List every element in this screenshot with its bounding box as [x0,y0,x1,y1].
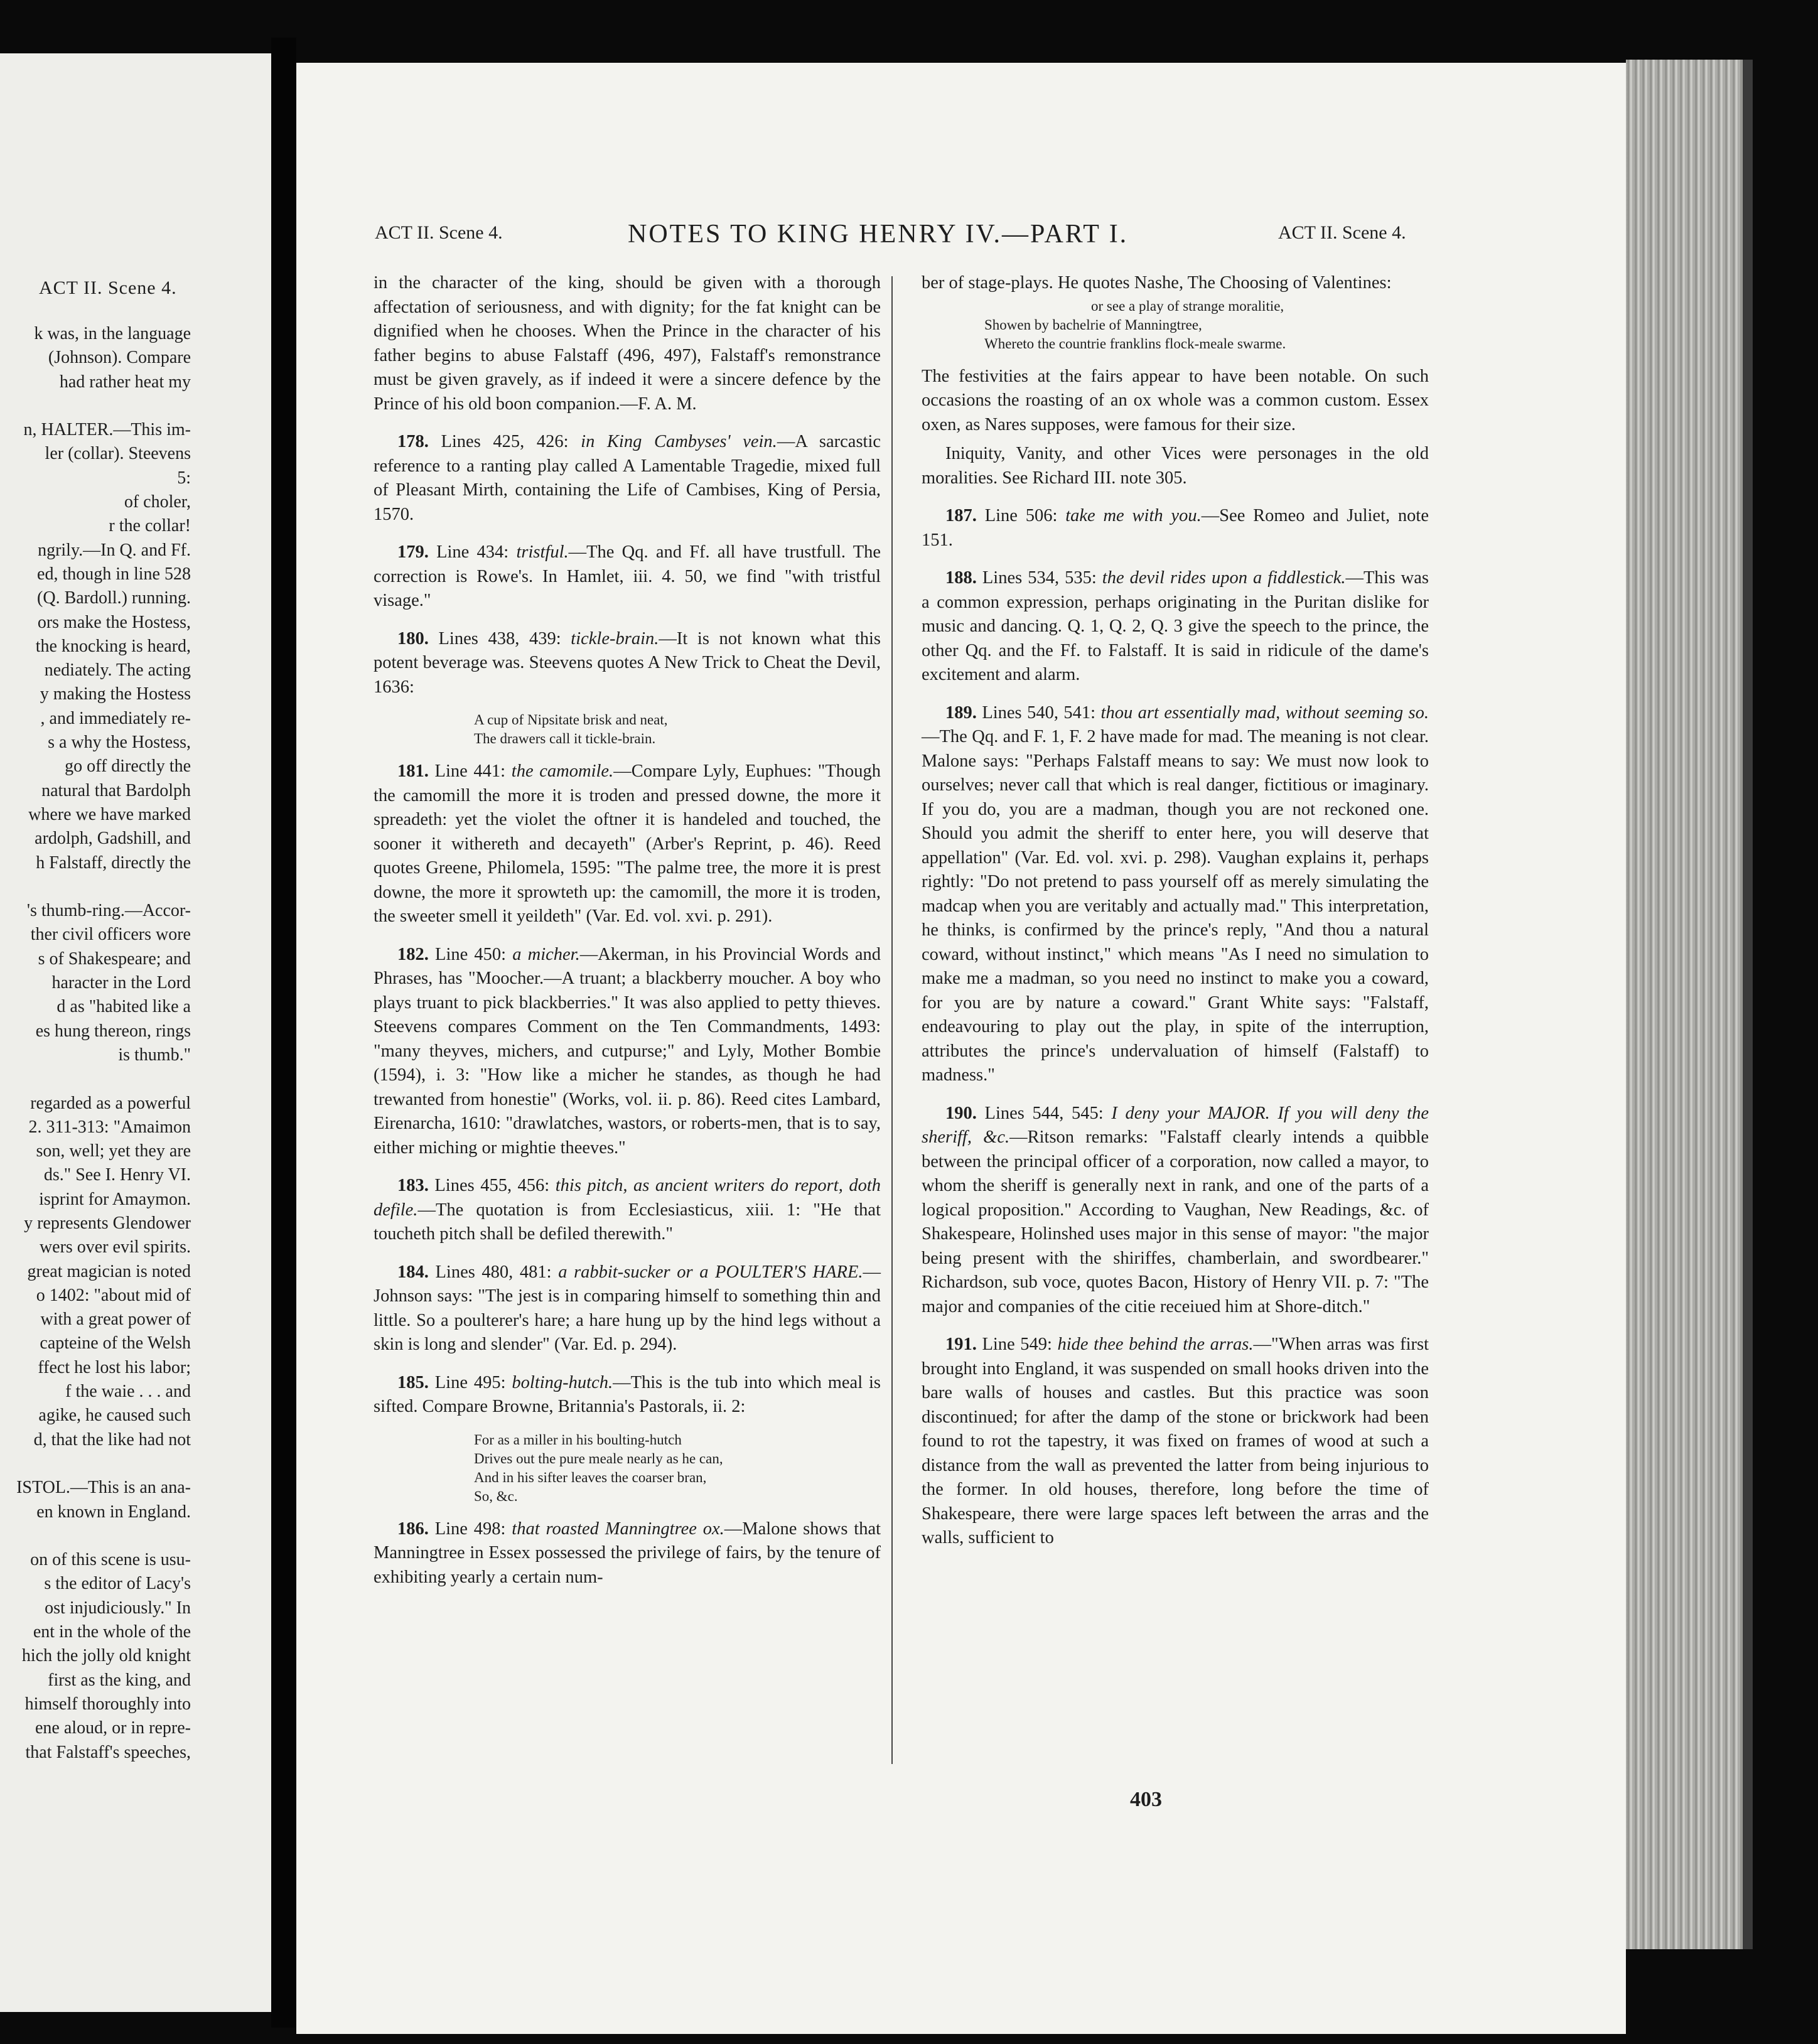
left-page-text [0,322,191,1765]
running-header-right: ACT II. Scene 4. [1278,222,1406,243]
left-page-line: s the editor of Lacy's [44,1574,191,1594]
left-page-line: agike, he caused such [38,1406,191,1426]
left-page-line: 2. 311-313: "Amaimon [28,1117,191,1137]
left-page-line: wers over evil spirits. [39,1237,191,1257]
left-page-line: ngrily.—In Q. and Ff. [38,540,191,560]
running-header-left: ACT II. Scene 4. [375,222,503,243]
left-page-line: ffect he lost his labor; [38,1357,191,1377]
left-page-line: h Falstaff, directly the [36,853,191,873]
left-page-line: son, well; yet they are [36,1141,191,1161]
scan-top-border [296,0,1690,60]
left-page-line: that Falstaff's speeches, [25,1742,191,1762]
verse-quote-185: For as a miller in his boulting-hutch Drives out the pure meale nearly as he can, And in his sifter leaves the coarser bran, So, &c. [474,1431,723,1504]
left-page-line: the knocking is heard, [35,636,191,656]
page-block-shadow [1743,60,1753,1949]
left-page-line: with a great power of [40,1310,191,1330]
note-180: 180. Lines 438, 439: tickle-brain.—It is not known what this potent beverage was. Steevens quotes A New Trick to Cheat the Devil, 1636: [374,628,881,697]
note-184: 184. Lines 480, 481: a rabbit-sucker or a POULTER'S HARE.—Johnson says: "The jest is in comparing himself to something thin and little. So a poulterer's hare; a hare hung up by the hind legs without a skin is long and slender" (Var. Ed. p. 294). [374,1262,881,1354]
left-page-line: natural that Bardolph [41,780,191,800]
note-186: 186. Line 498: that roasted Manningtree ox.—Malone shows that Manningtree in Essex possessed the privilege of fairs, by the tenure of exhibiting yearly a certain num- [374,1519,881,1587]
left-page-line: ler (collar). Steevens [45,444,191,464]
left-page-line: great magician is noted [27,1261,191,1281]
verse-quote-180: A cup of Nipsitate brisk and neat, The drawers call it tickle-brain. [474,712,668,746]
note-178: 178. Lines 425, 426: in King Cambyses' vein.—A sarcastic reference to a ranting play called A Lamentable Tragedie, mixed full of Pleasant Mirth, containing the Life of Cambises, King of Persia, 1570. [374,432,881,524]
page-number: 403 [1130,1788,1162,1811]
left-page-line: of choler, [124,492,191,512]
note-continuation: in the character of the king, should be given with a thorough affectation of seriousness, and with dignity; for the fat knight can be dignified when he chooses. When the Prince in the character of his father begins to abuse Falstaff (496, 497), Falstaff's remonstrance must be given gravely, as if indeed it were a sincere defence by the Prince of his old boon companion.—F. A. M. [374,273,881,414]
left-page-line: es hung thereon, rings [35,1021,191,1041]
left-page-line: ther civil officers wore [30,925,191,945]
left-page-line: y represents Glendower [24,1213,191,1233]
text-column-left [374,271,881,1603]
note-189: 189. Lines 540, 541: thou art essentially mad, without seeming so.—The Qq. and F. 1, F. 2 have made for mad. The meaning is not clear. Malone says: "Perhaps Falstaff means to say: We must now look to ourselves; never call that which is real danger, fictitious or imaginary. If you do, you are a madman, though you are not reckoned one. Should you admit the sheriff to enter here, you will deserve that appellation" (Var. Ed. vol. xvi. p. 298). Vaughan explains it, perhaps rightly: "Do not pretend to pass yourself off as merely simulating the madcap when you are veritably and actually mad." This interpretation, he thinks, is confirmed by the prince's reply, "And thou a natural coward, without instinct," which means "As I need no simulation to make me a madman, so you need no instinct to make you a coward, for you are by nature a coward." Grant White says: "Falstaff, endeavouring to play out the play, in spite of the interruption, attributes the prince's undervaluation of himself (Falstaff) to madness." [922,702,1429,1085]
left-page-line: where we have marked [28,804,191,824]
left-page-line [0,1067,191,1091]
left-page-line: 5: [177,468,191,488]
note-187: 187. Line 506: take me with you.—See Romeo and Juliet, note 151. [922,506,1429,550]
left-page-line: ed, though in line 528 [37,564,191,584]
left-page-line: d, that the like had not [33,1429,191,1450]
left-page-line: first as the king, and [48,1670,191,1690]
note-191: 191. Line 549: hide thee behind the arras.—"When arras was first brought into England, it was suspended on small hooks driven into the bare walls of houses and castles. But this practice was soon discontinued; for after the damp of the stone or brickwork had been found to rot the tapestry, it was fixed on frames of wood at such a distance from the wall as prevented the latter from being injurious to the former. In old houses, therefore, long before the time of Shakespeare, there were large spaces left between the arras and the walls, sufficient to [922,1335,1429,1547]
verse-quote-186: or see a play of strange moralitie, Showen by bachelrie of Manningtree, Whereto the countrie franklins flock-meale swarme. [984,298,1286,352]
page-block-edge [1626,60,1743,1949]
left-page-line: isprint for Amaymon. [39,1189,191,1209]
left-page-line: r the collar! [109,516,191,536]
left-page-line: ds." See I. Henry VI. [43,1165,191,1185]
left-page-line: is thumb." [118,1045,191,1065]
left-page-line: o 1402: "about mid of [36,1285,191,1305]
left-page-line: 's thumb-ring.—Accor- [26,901,191,921]
left-page-line: hich the jolly old knight [21,1646,191,1666]
note-182: 182. Line 450: a micher.—Akerman, in his Provincial Words and Phrases, has "Moocher.—A truant; a blackberry moucher. A boy who plays truant to pick blackberries." It was also applied to petty thieves. Steevens compares Comment on the Ten Commandments, 1493: "many theyves, michers, and cutpurse;" and Lyly, Mother Bombie (1594), i. 3: "How like a micher he standes, as though he had trewanted from honestie" (Works, vol. ii. p. 86). Reed cites Lambard, Eirenarcha, 1610: "drawlatches, wastors, or roberts-men, that is to say, either miching or mightie theeves." [374,944,881,1158]
left-page-line: y making the Hostess [40,684,191,704]
book-gutter [271,38,296,2028]
left-page-line: d as "habited like a [56,997,191,1017]
left-page-line [0,1452,191,1476]
left-page-line: ardolph, Gadshill, and [35,829,191,849]
left-page-line: f the waie . . . and [65,1382,191,1402]
left-page [0,53,271,2012]
column-divider [891,276,893,1764]
text-column-right [922,271,1429,1564]
note-186-paragraph: The festivities at the fairs appear to have been notable. On such occasions the roasting of an ox whole was a common custom. Essex oxen, as Nares supposes, were famous for their size. [922,366,1429,434]
left-page-line: k was, in the language [34,324,191,343]
left-page-header: ACT II. Scene 4. [39,277,177,298]
note-185: 185. Line 495: bolting-hutch.—This is the tub into which meal is sifted. Compare Browne, Britannia's Pastorals, ii. 2: [374,1372,881,1416]
note-188: 188. Lines 534, 535: the devil rides upon a fiddlestick.—This was a common expression, perhaps originating in the Puritan dislike for music and dancing. Q. 1, Q. 2, Q. 3 give the speech to the prince, the other Qq. and the Ff. to Falstaff. It is said in ridicule of the dame's excitement and alarm. [922,568,1429,684]
left-page-line: s a why the Hostess, [48,733,191,753]
left-page-line [0,1524,191,1548]
left-page-line: capteine of the Welsh [40,1333,191,1353]
note-190: 190. Lines 544, 545: I deny your MAJOR. If you will deny the sheriff, &c.—Ritson remarks: "Falstaff clearly intends a quibble between the principal officer of a corporation, now called a mayor, to whom the sheriff is generally next in rank, and one of the parts of a logical proposition." According to Vaughan, New Readings, &c. of Shakespeare, Holinshed uses major in this sense of mayor: "the major being present with the shiriffes, chamberlain, and swordbearer." Richardson, sub voce, quotes Bacon, History of Henry VII. p. 7: "The major and companies of the citie receiued him at Shore-ditch." [922,1103,1429,1316]
left-page-line [0,394,191,418]
left-page-line: (Q. Bardoll.) running. [37,588,191,608]
left-page-line: himself thoroughly into [24,1694,191,1714]
left-page-line: haracter in the Lord [51,973,191,993]
left-page-line: had rather heat my [59,372,191,392]
left-page-line: ors make the Hostess, [37,612,191,632]
left-page-line: ene aloud, or in repre- [35,1718,191,1738]
left-page-line: en known in England. [36,1502,191,1522]
left-page-line: ISTOL.—This is an ana- [16,1478,191,1498]
left-page-line: ent in the whole of the [33,1622,191,1642]
left-page-line: regarded as a powerful [30,1093,191,1113]
note-179: 179. Line 434: tristful.—The Qq. and Ff. all have trustfull. The correction is Rowe's. In Hamlet, iii. 4. 50, we find "with tristful visage." [374,542,881,610]
left-page-line: , and immediately re- [40,708,191,728]
note-183: 183. Lines 455, 456: this pitch, as ancient writers do report, doth defile.—The quotation is from Ecclesiasticus, xiii. 1: "He that toucheth pitch shall be defiled therewith." [374,1176,881,1244]
left-page-line: (Johnson). Compare [48,348,191,368]
page-title: NOTES TO KING HENRY IV.—PART I. [628,220,1129,249]
note-186-continuation: ber of stage-plays. He quotes Nashe, The Choosing of Valentines: [922,273,1392,293]
left-page-line: nediately. The acting [44,660,191,680]
note-186-paragraph-2: Iniquity, Vanity, and other Vices were personages in the old moralities. See Richard III. note 305. [922,444,1429,488]
left-page-line: s of Shakespeare; and [38,949,191,969]
left-page-line: on of this scene is usu- [30,1550,191,1570]
note-181: 181. Line 441: the camomile.—Compare Lyly, Euphues: "Though the camomill the more it is troden and pressed downe, the more it spreadeth: yet the violet the oftner it is handeled and touched, the sooner it withereth and decayeth" (Arber's Reprint, p. 46). Reed quotes Greene, Philomela, 1595: "The palme tree, the more it is prest downe, the more it sprowteth up: the camomill, the more it is troden, the sweeter smell it yeildeth" (Var. Ed. vol. xvi. p. 291). [374,761,881,926]
left-page-line [0,875,191,899]
left-page-line: go off directly the [65,756,191,777]
left-page-line: ost injudiciously." In [45,1598,191,1618]
left-page-line: n, HALTER.—This im- [23,420,191,440]
